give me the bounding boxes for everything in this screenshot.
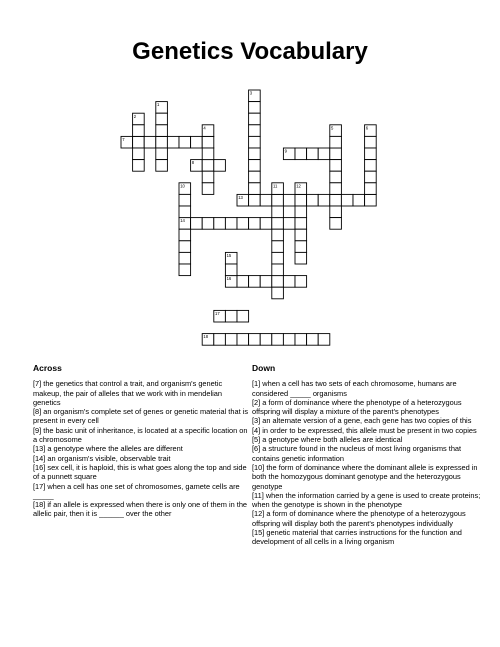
grid-cell[interactable] <box>260 218 272 230</box>
grid-cell[interactable] <box>179 136 191 148</box>
grid-cell[interactable] <box>272 264 284 276</box>
grid-cell[interactable] <box>249 171 261 183</box>
grid-cell[interactable] <box>237 276 249 288</box>
grid-cell[interactable] <box>156 148 168 160</box>
grid-cell[interactable] <box>330 194 342 206</box>
down-clue-15: [15] genetic material that carries instructions for the function and development of all cells in a living organism <box>252 528 462 547</box>
grid-cell[interactable] <box>167 136 179 148</box>
across-clue-14: [14] an organism's visible, observable trait <box>33 453 171 463</box>
grid-cell[interactable] <box>365 183 377 195</box>
grid-cell[interactable] <box>237 334 249 346</box>
grid-cell[interactable] <box>133 125 145 137</box>
grid-cell[interactable] <box>249 194 261 206</box>
grid-cell[interactable] <box>156 160 168 172</box>
clue-number-11: 11 <box>273 183 278 189</box>
grid-cell[interactable] <box>260 194 272 206</box>
down-clue-10: [10] the form of dominance where the dominant allele is expressed in both the homozygous dominant genotype and the heterozygous genotype <box>252 462 478 491</box>
clue-number-18: 18 <box>203 334 209 340</box>
grid-cell[interactable] <box>133 136 145 148</box>
grid-cell[interactable] <box>133 148 145 160</box>
down-clue-2: [2] a form of dominance where the phenotype of a heterozygous offspring will display a mixture of the parent's phenotypes <box>252 397 462 417</box>
grid-cell[interactable] <box>237 310 249 322</box>
grid-cell[interactable] <box>202 136 214 148</box>
grid-cell[interactable] <box>272 287 284 299</box>
down-clue-5: [5] a genotype where both alleles are identical <box>252 435 403 445</box>
grid-cell[interactable] <box>365 194 377 206</box>
grid-cell[interactable] <box>295 229 307 241</box>
grid-cell[interactable] <box>330 148 342 160</box>
grid-cell[interactable] <box>202 148 214 160</box>
across-clue-16: [16] sex cell, it is haploid, this is what goes along the top and side of a punnett square <box>33 462 247 482</box>
grid-cell[interactable] <box>249 102 261 114</box>
clue-number-15: 15 <box>226 253 232 258</box>
grid-cell[interactable] <box>202 171 214 183</box>
grid-cell[interactable] <box>202 183 214 195</box>
across-clues <box>33 364 251 519</box>
grid-cell[interactable] <box>237 218 249 230</box>
across-clue-8: [8] an organism's complete set of genes or genetic material that is present in every cell <box>33 407 249 426</box>
grid-cell[interactable] <box>318 334 330 346</box>
grid-cell[interactable] <box>272 218 284 230</box>
grid-cell[interactable] <box>260 276 272 288</box>
clue-number-6: 6 <box>365 125 369 131</box>
across-clue-13: [13] a genotype where the alleles are different <box>33 444 183 454</box>
grid-cell[interactable] <box>330 183 342 195</box>
down-clue-12: [12] a form of dominance where the phenotype of a heterozygous offspring will display both the parent's phenotypes individually <box>252 509 466 528</box>
grid-cell[interactable] <box>341 194 353 206</box>
grid-cell[interactable] <box>272 194 284 206</box>
grid-cell[interactable] <box>330 206 342 218</box>
grid-cell[interactable] <box>191 218 203 230</box>
grid-cell[interactable] <box>249 125 261 137</box>
grid-cell[interactable] <box>214 218 226 230</box>
grid-cell[interactable] <box>249 218 261 230</box>
across-clue-9: [9] the basic unit of inheritance, is located at a specific location on a chromosome <box>33 425 248 445</box>
clue-number-14: 14 <box>180 218 185 224</box>
down-clue-1: [1] when a cell has two sets of each chromosome, humans are considered _____ organisms <box>252 379 457 398</box>
grid-cell[interactable] <box>283 194 295 206</box>
down-heading: Down <box>252 363 276 373</box>
clue-number-9: 9 <box>284 148 287 154</box>
grid-cell[interactable] <box>353 194 365 206</box>
down-clue-11: [11] when the information carried by a gene is used to create proteins; when the genotype is shown in the phenotype <box>252 490 481 510</box>
down-clue-4: [4] in order to be expressed, this allele must be present in two copies <box>252 425 477 435</box>
grid-cell[interactable] <box>156 136 168 148</box>
grid-cell[interactable] <box>179 229 191 241</box>
grid-cell[interactable] <box>318 194 330 206</box>
grid-cell[interactable] <box>295 148 307 160</box>
down-clue-3: [3] an alternate version of a gene, each gene has two copies of this <box>252 416 472 426</box>
across-heading: Across <box>33 363 62 373</box>
grid-cell[interactable] <box>214 334 226 346</box>
grid-cell[interactable] <box>202 218 214 230</box>
clue-number-2: 2 <box>133 113 137 119</box>
grid-cell[interactable] <box>249 113 261 125</box>
clue-number-16: 16 <box>226 276 232 282</box>
clue-number-3: 3 <box>249 90 253 96</box>
grid-cell[interactable] <box>225 310 237 322</box>
grid-cell[interactable] <box>330 136 342 148</box>
grid-cell[interactable] <box>202 160 214 172</box>
grid-cell[interactable] <box>179 264 191 276</box>
across-clue-17: [17] when a cell has one set of chromosomes, gamete cells are _____ <box>33 481 240 500</box>
clue-number-7: 7 <box>122 137 125 142</box>
grid-cell[interactable] <box>249 136 261 148</box>
grid-cell[interactable] <box>272 241 284 253</box>
grid-cell[interactable] <box>272 334 284 346</box>
grid-cell[interactable] <box>144 136 156 148</box>
grid-cell[interactable] <box>225 218 237 230</box>
grid-cell[interactable] <box>214 160 226 172</box>
grid-cell[interactable] <box>179 194 191 206</box>
grid-cell[interactable] <box>272 276 284 288</box>
grid-cell[interactable] <box>249 183 261 195</box>
grid-cell[interactable] <box>330 160 342 172</box>
grid-cell[interactable] <box>295 241 307 253</box>
grid-cell[interactable] <box>191 136 203 148</box>
clue-number-4: 4 <box>203 125 206 131</box>
page-title: Genetics Vocabulary <box>132 38 368 65</box>
grid-cell[interactable] <box>179 241 191 253</box>
clue-number-1: 1 <box>157 102 160 108</box>
grid-cell[interactable] <box>365 160 377 172</box>
grid-cell[interactable] <box>225 264 237 276</box>
grid-cell[interactable] <box>295 218 307 230</box>
grid-cell[interactable] <box>260 334 272 346</box>
grid-cell[interactable] <box>283 276 295 288</box>
clue-number-8: 8 <box>191 160 195 166</box>
grid-cell[interactable] <box>156 125 168 137</box>
grid-cell[interactable] <box>179 206 191 218</box>
grid-cell[interactable] <box>272 206 284 218</box>
grid-cell[interactable] <box>133 160 145 172</box>
grid-cell[interactable] <box>330 218 342 230</box>
across-clue-18: [18] if an allele is expressed when there is only one of them in the allelic pair, then it is ______ over the other <box>33 500 248 519</box>
grid-cell[interactable] <box>295 276 307 288</box>
clue-number-5: 5 <box>331 125 334 131</box>
grid-cell[interactable] <box>249 160 261 172</box>
grid-cell[interactable] <box>156 113 168 125</box>
grid-cell[interactable] <box>179 252 191 264</box>
grid-cell[interactable] <box>307 194 319 206</box>
grid-cell[interactable] <box>330 171 342 183</box>
clue-number-10: 10 <box>180 183 185 189</box>
down-clue-6: [6] a structure found in the nucleus of most living organisms that contains genetic information <box>252 444 462 463</box>
grid-cell[interactable] <box>295 206 307 218</box>
down-clues <box>252 364 482 547</box>
clue-number-17: 17 <box>215 311 220 316</box>
clue-number-13: 13 <box>238 195 243 200</box>
grid-cell[interactable] <box>272 252 284 264</box>
grid-cell[interactable] <box>365 136 377 148</box>
grid-cell[interactable] <box>283 334 295 346</box>
grid-cell[interactable] <box>365 148 377 160</box>
grid-cell[interactable] <box>307 148 319 160</box>
grid-cell[interactable] <box>249 334 261 346</box>
grid-cell[interactable] <box>307 334 319 346</box>
grid-cell[interactable] <box>295 252 307 264</box>
grid-cell[interactable] <box>249 276 261 288</box>
grid-cell[interactable] <box>318 148 330 160</box>
grid-cell[interactable] <box>225 334 237 346</box>
grid-cell[interactable] <box>249 148 261 160</box>
grid-cell[interactable] <box>295 194 307 206</box>
grid-cell[interactable] <box>283 218 295 230</box>
grid-cell[interactable] <box>365 171 377 183</box>
grid-cell[interactable] <box>295 334 307 346</box>
clue-number-12: 12 <box>296 183 301 189</box>
across-clue-7: [7] the genetics that control a trait, and organism's genetic makeup, the pair of alleles that we work with in mendelian genetics <box>33 379 223 407</box>
grid-cell[interactable] <box>272 229 284 241</box>
